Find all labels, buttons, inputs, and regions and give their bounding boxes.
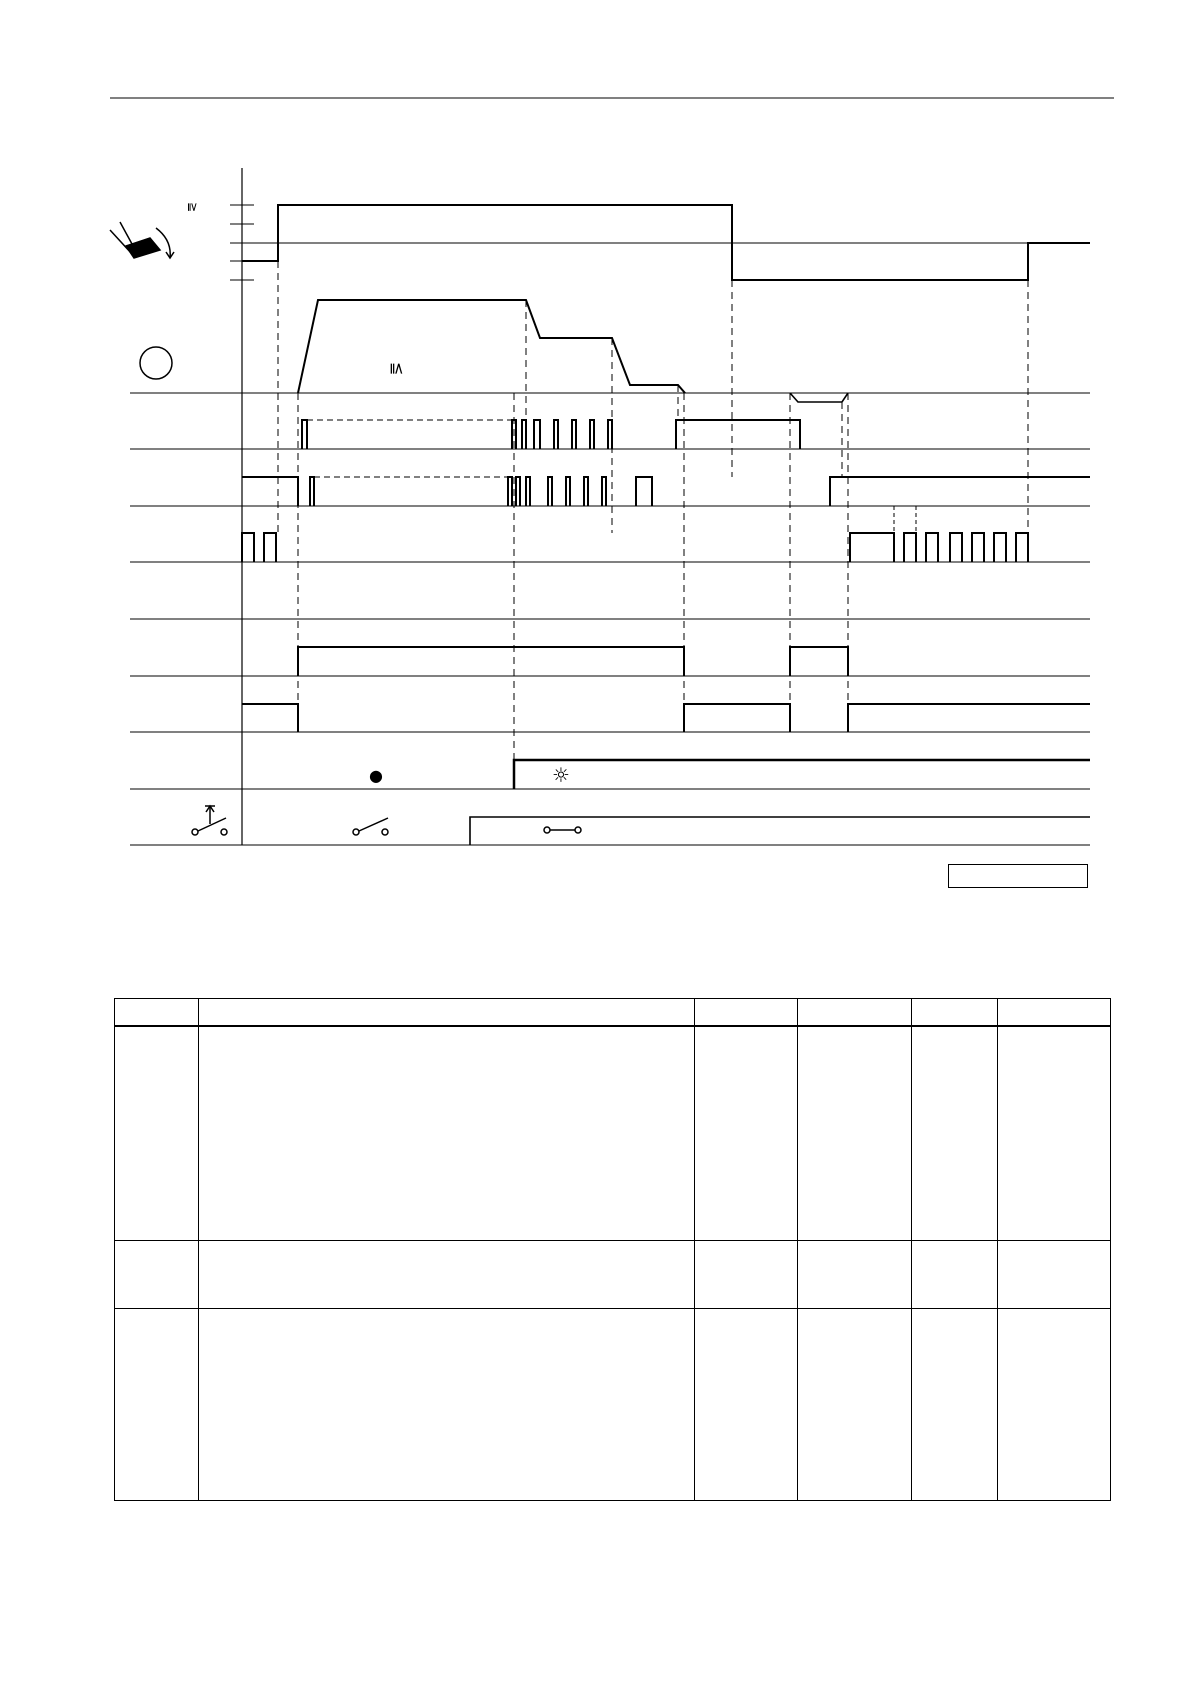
table-cell (199, 1240, 695, 1308)
table-row (115, 1240, 1111, 1308)
table-row (115, 1308, 1111, 1500)
speed-waveform (298, 300, 685, 393)
table-header-row (115, 999, 1111, 1027)
lamp-off-icon: ● (369, 766, 383, 785)
table-header-cell (998, 999, 1111, 1027)
switch-open-icon (353, 818, 388, 835)
note-box (948, 864, 1088, 888)
signal-5-waveform (298, 647, 848, 676)
table-header-cell (912, 999, 998, 1027)
table-row (115, 1026, 1111, 1240)
table-cell (695, 1308, 798, 1500)
signal-2-waveform (242, 477, 1090, 506)
pedal-icon (110, 222, 174, 258)
signal-6-waveform (242, 704, 1090, 732)
ge-symbol: ≧ (186, 202, 200, 213)
table-cell (998, 1026, 1111, 1240)
signal-3-markers (894, 506, 916, 533)
table-header-cell (115, 999, 199, 1027)
signal-1-waveform (302, 420, 800, 449)
table-cell (199, 1026, 695, 1240)
table-header-cell (798, 999, 912, 1027)
switch-icon (192, 806, 227, 835)
table-cell (912, 1240, 998, 1308)
le-symbol: ≦ (388, 362, 407, 376)
table-header-cell (695, 999, 798, 1027)
table-cell (115, 1308, 199, 1500)
switch-closed-icon (544, 827, 581, 833)
speed-dip (790, 393, 848, 402)
switch-waveform (470, 817, 1090, 845)
table-header-cell (199, 999, 695, 1027)
lamp-waveform (514, 760, 1090, 789)
table-cell (695, 1240, 798, 1308)
circle-icon (140, 347, 172, 379)
table-cell (115, 1240, 199, 1308)
timing-markers (278, 261, 1028, 789)
table-cell (998, 1240, 1111, 1308)
table-cell (798, 1026, 912, 1240)
row-separators (130, 393, 1090, 845)
table-cell (695, 1026, 798, 1240)
table-cell (199, 1308, 695, 1500)
table-cell (912, 1308, 998, 1500)
table-cell (798, 1308, 912, 1500)
table-cell (912, 1026, 998, 1240)
lamp-on-icon: ☼ (552, 763, 570, 787)
table-cell (115, 1026, 199, 1240)
signal-3-waveform (242, 533, 1028, 562)
table-cell (798, 1240, 912, 1308)
table-cell (998, 1308, 1111, 1500)
spec-table (114, 998, 1111, 1501)
